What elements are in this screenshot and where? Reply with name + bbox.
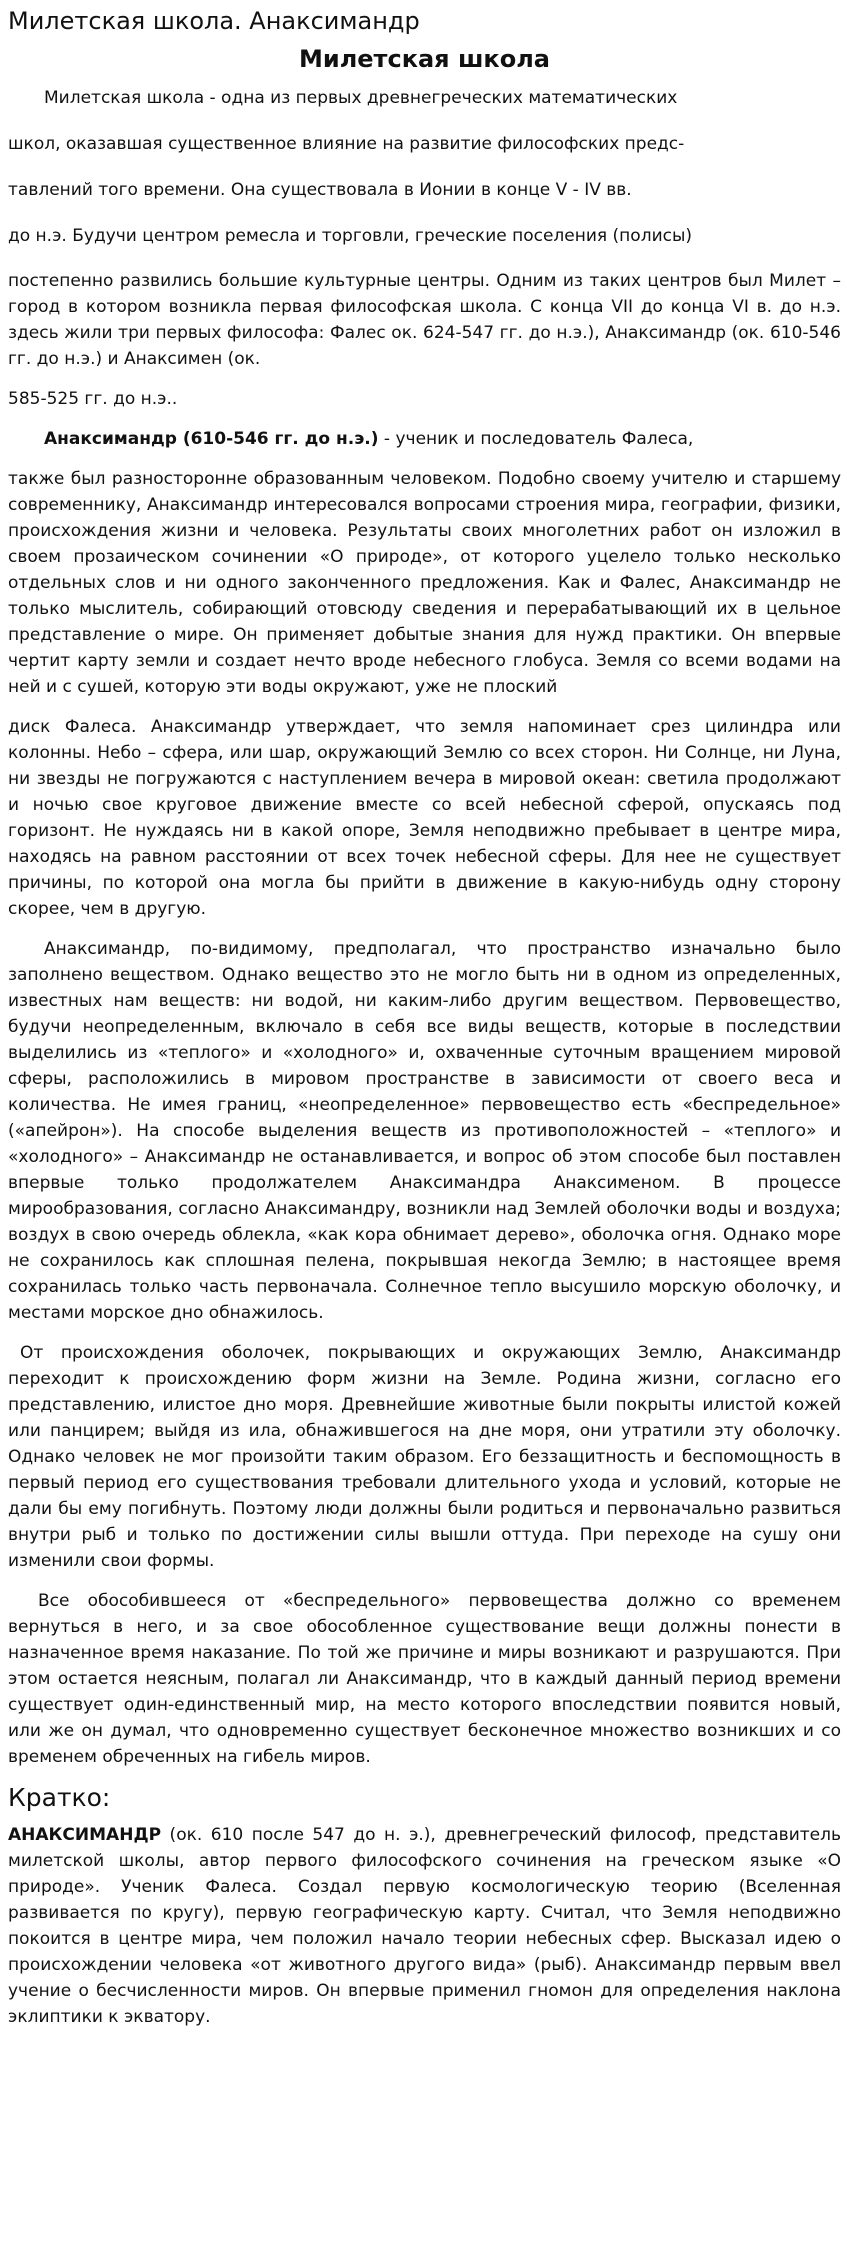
anaximander-heading-rest: - ученик и последователь Фалеса,: [378, 429, 694, 449]
paragraph-1: также был разносторонне образованным человеком. Подобно своему учителю и старшему современнику, Анаксимандр интересовался вопросами строения мира, географии, физики, происхождения жизни и человека. Результаты своих многолетних работ он изложил в своем прозаическом сочинении «О природе», от которого уцелело только несколько отдельных слов и ни одного законченного предложения. Как и Фалес, Анаксимандр не только мыслитель, собирающий отовсюду сведения и перерабатывающий их в цельное представление о мире. Он применяет добытые знания для нужд практики. Он впервые чертит карту земли и создает нечто вроде небесного глобуса. Земля со всеми водами на ней и с сушей, которую эти воды окружают, уже не плоский: [8, 469, 841, 697]
anaximander-heading: [8, 426, 841, 452]
anaximander-heading-bold: Анаксимандр (610-546 гг. до н.э.): [44, 429, 379, 449]
intro-paragraph: постепенно развились большие культурные центры. Одним из таких центров был Милет – город в котором возникла первая философская школа. С конца VII до конца VI в. до н.э. здесь жили три первых философа: Фалес ок. 624-547 гг. до н.э.), Анаксимандр (ок. 610-546 гг. до н.э.) и Анаксимен (ок.: [8, 271, 841, 369]
intro-tail: 585-525 гг. до н.э..: [8, 389, 178, 409]
summary-title: Кратко:: [8, 1783, 111, 1812]
intro-line: школ, оказавшая существенное влияние на развитие философских предс-: [8, 134, 685, 154]
intro-line: Милетская школа - одна из первых древнегреческих математических: [44, 88, 678, 108]
paragraph-3: Анаксимандр, по-видимому, предполагал, что пространство изначально было заполнено веществом. Однако вещество это не могло быть ни в одном из определенных, известных нам веществ: ни водой, ни каким-либо другим веществом. Первовещество, будучи неопределенным, включало в себя все виды веществ, которые в последствии выделились из «теплого» и «холодного» и, охваченные суточным вращением мировой сферы, расположились в мировом пространстве в зависимости от своего веса и количества. Не имея границ, «неопределенное» первовещество есть «беспредельное» («апейрон»). На способе выделения веществ из противоположностей – «теплого» и «холодного» – Анаксимандр не останавливается, и вопрос об этом способе был поставлен впервые только продолжателем Анаксимандра Анаксименом. В процессе мирообразования, согласно Анаксимандру, возникли над Землей оболочки воды и воздуха; воздух в свою очередь облекла, «как кора обнимает дерево», оболочка огня. Однако море не сохранилось как сплошная пелена, покрывшая некогда Землю; в настоящее время сохранилась только часть первоначала. Солнечное тепло высушило морскую оболочку, и местами морское дно обнажилось.: [8, 939, 841, 1323]
paragraph-5: Все обособившееся от «беспредельного» первовещества должно со временем вернуться в него, и за свое обособленное существование вещи должны понести в назначенное время наказание. По той же причине и миры возникают и разрушаются. При этом остается неясным, полагал ли Анаксимандр, что в каждый данный период времени существует один-единственный мир, на место которого впоследствии появится новый, или же он думал, что одновременно существует бесконечное множество возникших и со временем обреченных на гибель миров.: [8, 1591, 841, 1767]
intro-line: тавлений того времени. Она существовала в Ионии в конце V - IV вв.: [8, 180, 632, 200]
intro-line: до н.э. Будучи центром ремесла и торговли, греческие поселения (полисы): [8, 226, 693, 246]
intro-block: [8, 84, 841, 250]
section-title: Милетская школа: [299, 45, 550, 73]
summary-text: (ок. 610 после 547 до н. э.), древнегреческий философ, представитель милетской школы, автор первого философского сочинения на греческом языке «О природе». Ученик Фалеса. Создал первую космологическую теорию (Вселенная развивается по кругу), первую географическую карту. Считал, что Земля неподвижно покоится в центре мира, чем положил начало теории небесных сфер. Высказал идею о происхождении человека «от животного другого вида» (рыб). Анаксимандр первым ввел учение о бесчисленности миров. Он впервые применил гномон для определения наклона эклиптики к экватору.: [8, 1825, 841, 2027]
page-title: Милетская школа. Анаксимандр: [8, 7, 420, 35]
summary-bold: АНАКСИМАНДР: [8, 1825, 162, 1845]
paragraph-2: диск Фалеса. Анаксимандр утверждает, что земля напоминает срез цилиндра или колонны. Небо – сфера, или шар, окружающий Землю со всех сторон. Ни Солнце, ни Луна, ни звезды не погружаются с наступлением вечера в мировой океан: светила продолжают и ночью свое круговое движение вместе со всей небесной сферой, опускаясь под горизонт. Не нуждаясь ни в какой опоре, Земля неподвижно пребывает в центре мира, находясь на равном расстоянии от всех точек небесной сферы. Для нее не существует причины, по которой она могла бы прийти в движение в какую-нибудь одну сторону скорее, чем в другую.: [8, 717, 841, 919]
summary-paragraph: [8, 1822, 841, 2030]
paragraph-4: От происхождения оболочек, покрывающих и окружающих Землю, Анаксимандр переходит к происхождению форм жизни на Земле. Родина жизни, согласно его представлению, илистое дно моря. Древнейшие животные были покрыты илистой кожей или панцирем; выйдя из ила, обнажившегося на дне моря, они утратили эту оболочку. Однако человек не мог произойти таким образом. Его беззащитность и беспомощность в первый период его существования требовали длительного ухода и условий, которые не дали бы ему погибнуть. Поэтому люди должны были родиться и первоначально развиться внутри рыб и только по достижении силы вышли оттуда. При переходе на сушу они изменили свои формы.: [8, 1343, 841, 1571]
